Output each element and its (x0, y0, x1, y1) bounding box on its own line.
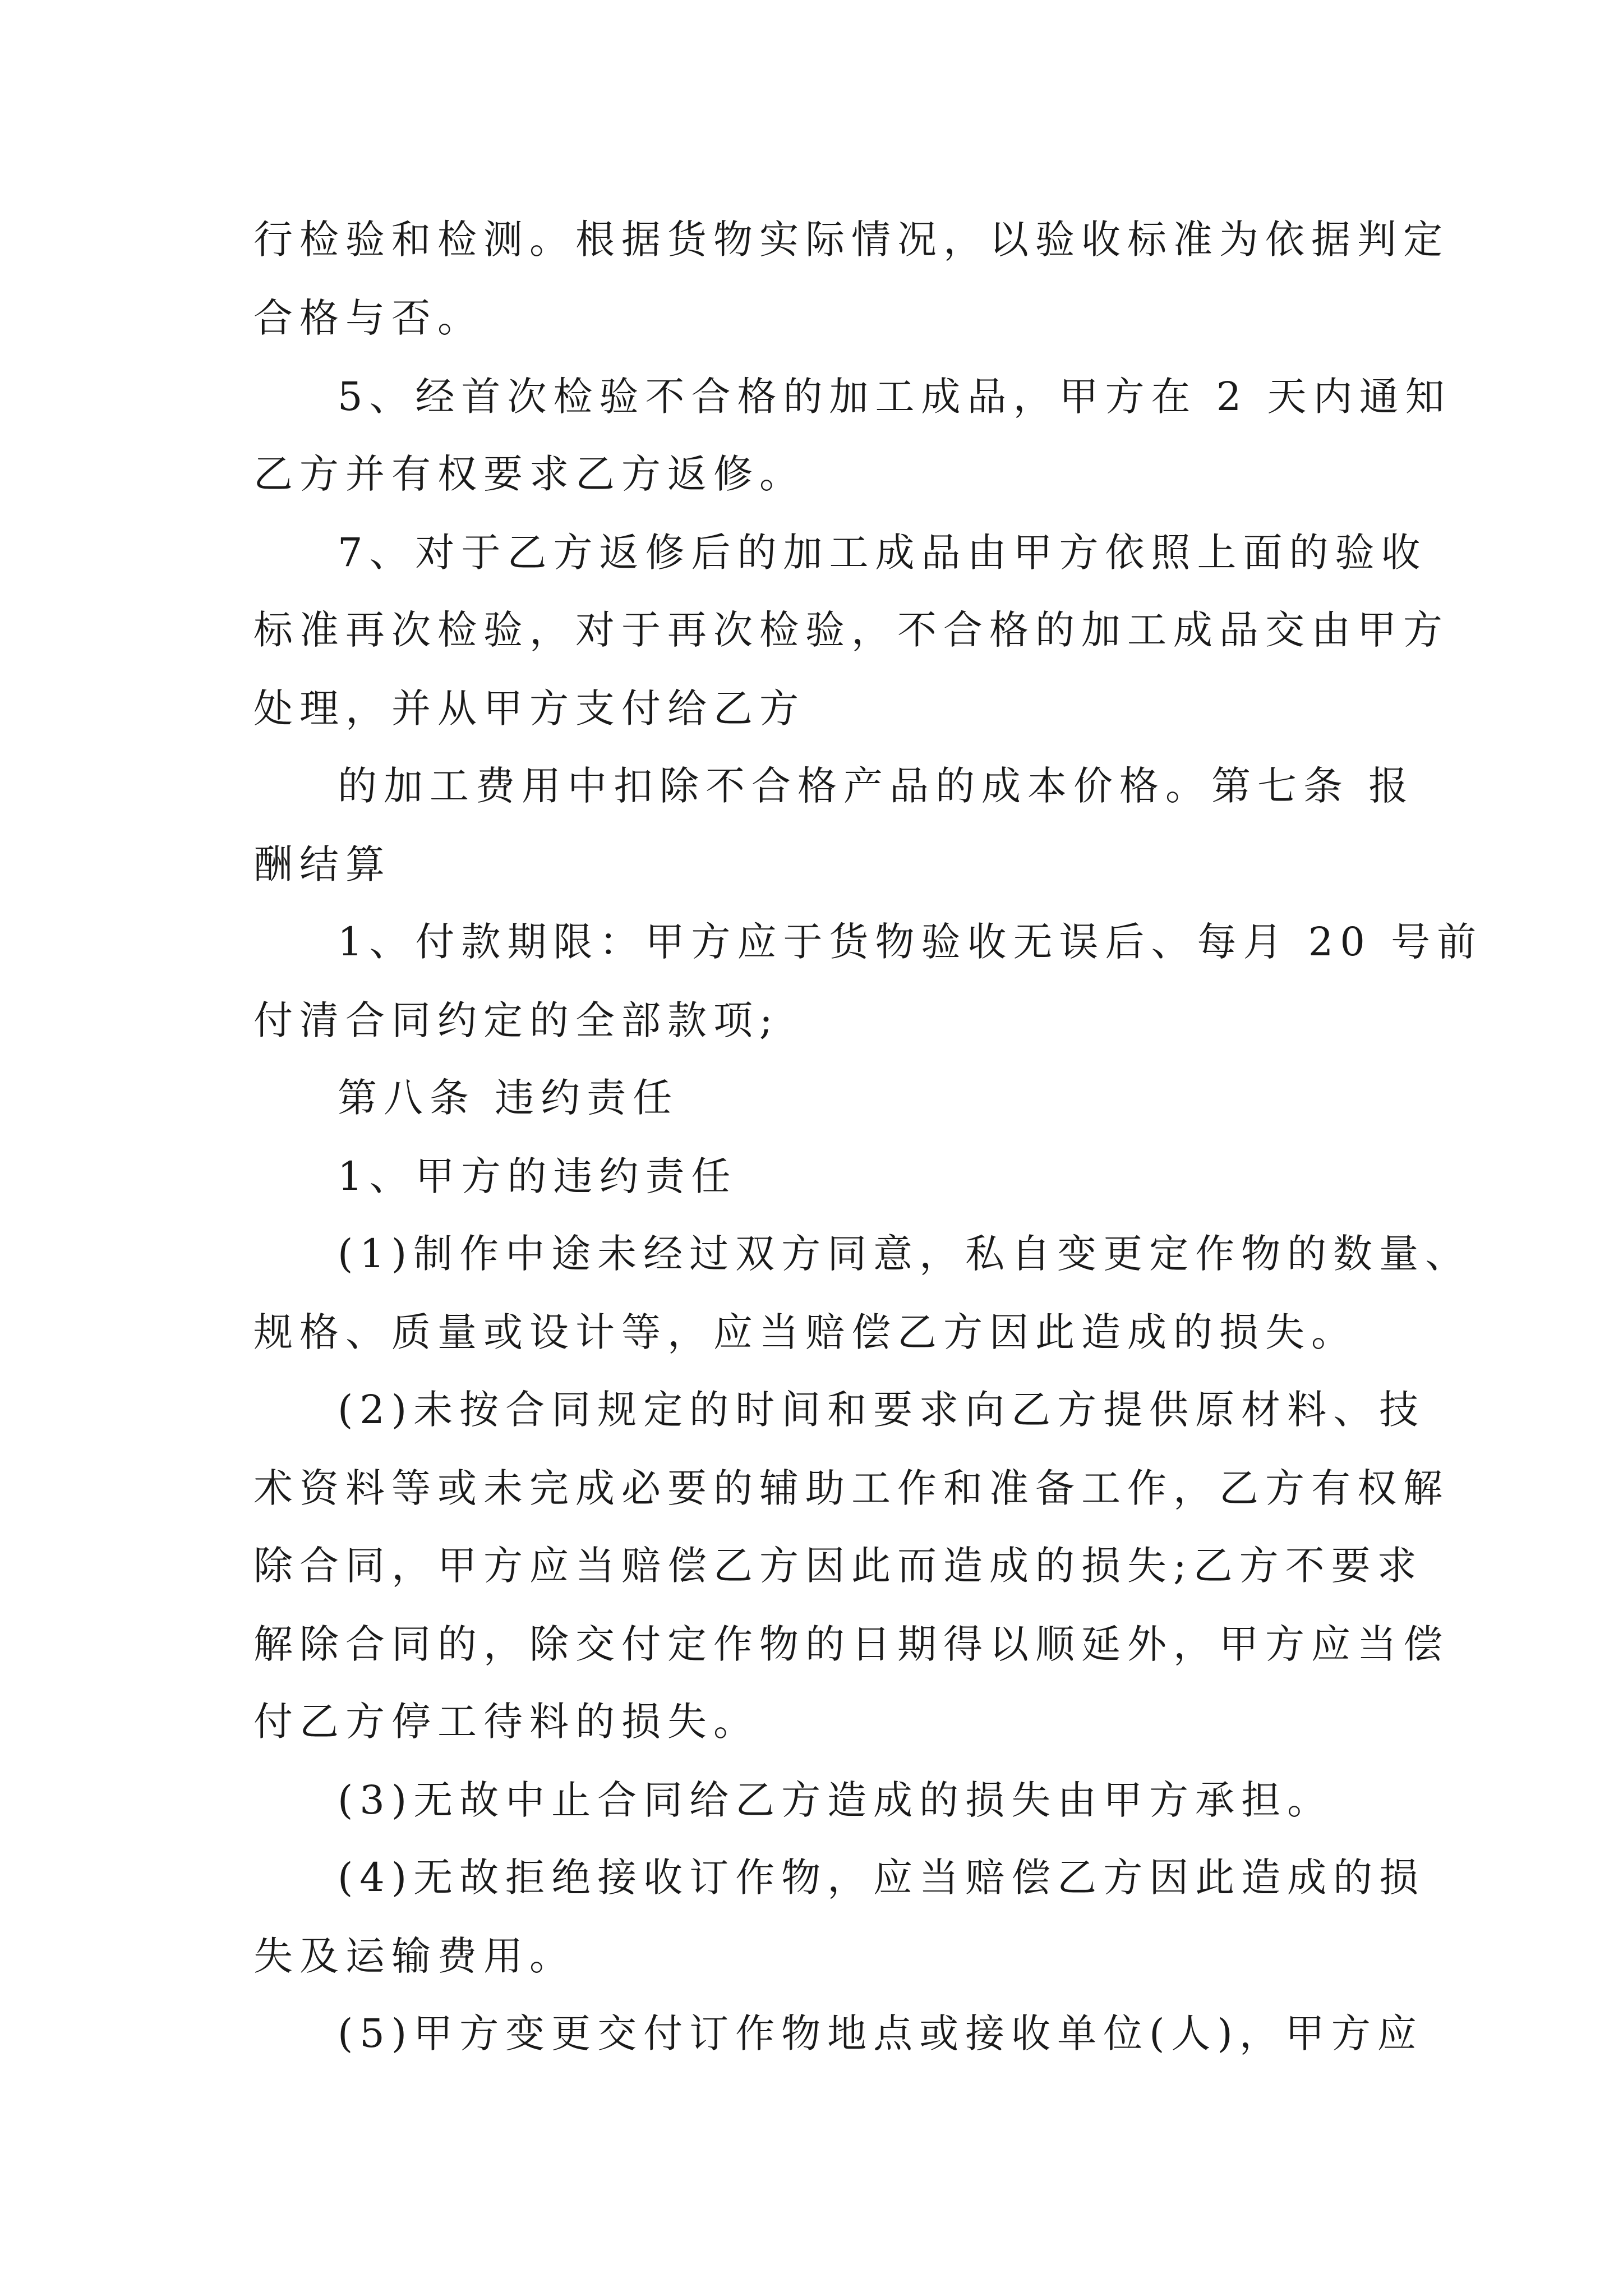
text-line: 解除合同的，除交付定作物的日期得以顺延外，甲方应当偿 (253, 1621, 1449, 1667)
text-line: 1、付款期限：甲方应于货物验收无误后、每月 20 号前 (338, 919, 1483, 965)
text-line: 酬结算 (253, 841, 391, 887)
text-line: (4)无故拒绝接收订作物，应当赔偿乙方因此造成的损 (338, 1855, 1426, 1901)
text-line: 除合同，甲方应当赔偿乙方因此而造成的损失;乙方不要求 (253, 1543, 1423, 1589)
text-line: (2)未按合同规定的时间和要求向乙方提供原材料、技 (338, 1387, 1426, 1433)
text-line: (3)无故中止合同给乙方造成的损失由甲方承担。 (338, 1777, 1334, 1823)
text-line: (1)制作中途未经过双方同意，私自变更定作物的数量、 (338, 1231, 1472, 1277)
text-line: 失及运输费用。 (253, 1933, 575, 1979)
text-line: 处理，并从甲方支付给乙方 (253, 685, 805, 731)
text-line: 付清合同约定的全部款项; (253, 997, 780, 1043)
text-line: 7、对于乙方返修后的加工成品由甲方依照上面的验收 (338, 530, 1427, 576)
text-line: 标准再次检验，对于再次检验，不合格的加工成品交由甲方 (253, 607, 1449, 653)
text-line: 合格与否。 (253, 295, 483, 341)
text-line: 行检验和检测。根据货物实际情况，以验收标准为依据判定 (253, 217, 1449, 263)
text-line: 的加工费用中扣除不合格产品的成本价格。第七条 报 (338, 763, 1415, 809)
text-line: 术资料等或未完成必要的辅助工作和准备工作，乙方有权解 (253, 1465, 1449, 1511)
text-line: 5、经首次检验不合格的加工成品，甲方在 2 天内通知 (338, 374, 1451, 420)
text-line: 规格、质量或设计等，应当赔偿乙方因此造成的损失。 (253, 1309, 1357, 1355)
text-line: 1、甲方的违约责任 (338, 1153, 737, 1199)
text-line: (5)甲方变更交付订作物地点或接收单位(人)，甲方应 (338, 2010, 1423, 2056)
section-heading: 第八条 违约责任 (338, 1075, 679, 1121)
text-line: 乙方并有权要求乙方返修。 (253, 451, 805, 497)
text-line: 付乙方停工待料的损失。 (253, 1699, 759, 1745)
